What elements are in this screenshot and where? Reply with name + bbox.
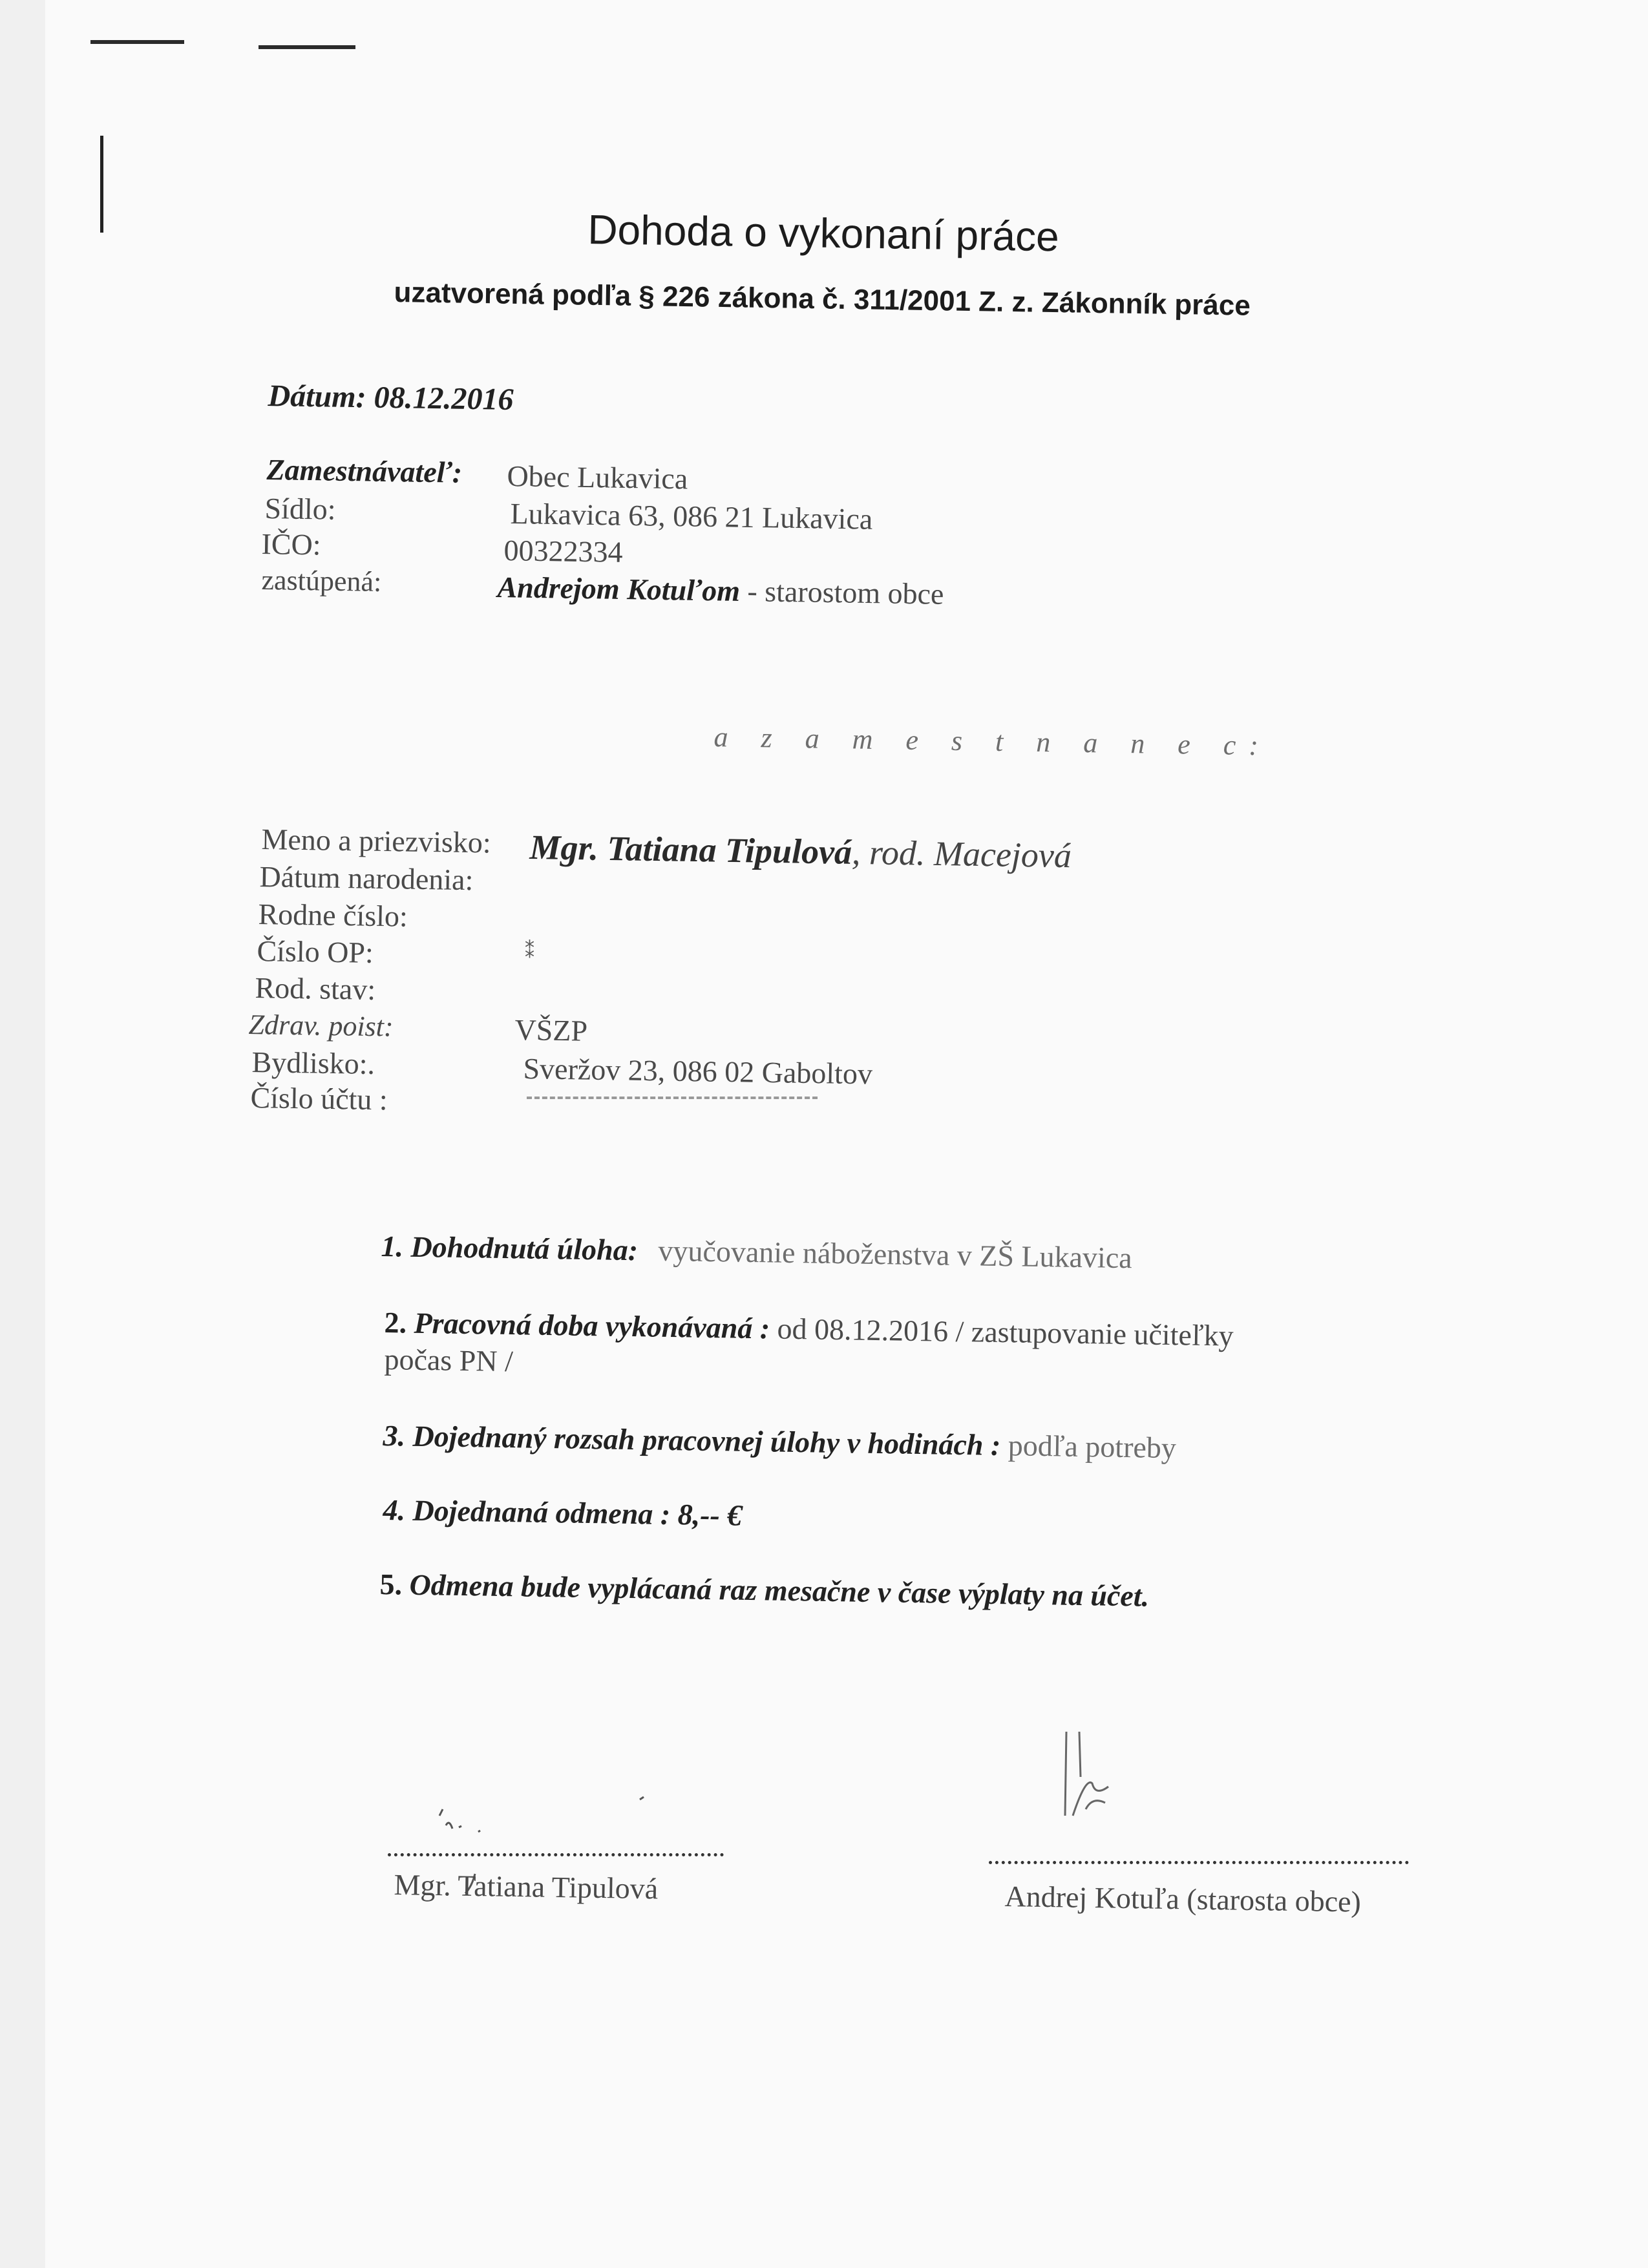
birth-number-label: Rodne číslo: [258,897,408,933]
term-3-num: 3. [383,1418,406,1453]
employee-signature-name: Mgr. Tatiana Tipulová [394,1867,659,1906]
scan-edge [0,0,45,2268]
date-row [268,378,514,417]
term-3-label: Dojednaný rozsah pracovnej úlohy v hodinách : [412,1419,1001,1462]
scan-mark [90,40,184,44]
address-value: Sveržov 23, 086 02 Gaboltov [523,1051,873,1091]
dob-label: Dátum narodenia: [259,859,474,897]
date-value: 08.12.2016 [374,380,514,417]
id-card-label: Číslo OP: [257,934,374,969]
ico-value: 00322334 [503,533,623,569]
term-5-num: 5. [379,1567,403,1601]
rep-role: - starostom obce [739,574,944,611]
term-2-num: 2. [384,1305,407,1339]
name-label: Meno a priezvisko: [261,822,492,859]
term-2-continuation: počas PN / [384,1342,514,1378]
insurance-label: Zdrav. poist: [248,1008,394,1043]
employer-label: Zamestnávateľ: [266,452,463,489]
employee-name [529,827,1072,876]
scan-mark [100,136,103,233]
employer-name: Obec Lukavica [507,459,688,496]
term-1 [381,1229,1132,1275]
term-3-value: podľa potreby [1008,1429,1177,1465]
term-5 [379,1567,1149,1613]
seat-value: Lukavica 63, 086 21 Lukavica [510,496,873,536]
term-4-num: 4. [383,1493,406,1527]
rep-name: Andrejom Kotuľom [497,570,741,607]
address-label: Bydlisko:. [251,1045,375,1080]
party-separator: a z a m e s t n a n e c: [713,720,1272,762]
date-label: Dátum: [268,378,366,415]
marital-label: Rod. stav: [255,971,376,1006]
employee-signature-line [388,1853,724,1856]
redaction-mark: ⁑ [525,941,534,962]
term-3 [383,1418,1176,1465]
term-4 [383,1493,743,1533]
employee-maiden-name: , rod. Macejová [851,832,1072,876]
employer-signature [1047,1719,1150,1848]
term-2-value: od 08.12.2016 / zastupovanie učiteľky [769,1312,1234,1352]
scan-mark [259,45,355,49]
term-1-label: Dohodnutá úloha: [410,1230,639,1267]
employer-signature-name: Andrej Kotuľa (starosta obce) [1004,1879,1362,1918]
document-subtitle: uzatvorená podľa § 226 zákona č. 311/2001 Z. z. Zákonník práce [394,277,1251,322]
representative [497,570,944,611]
term-5-label: Odmena bude vyplácaná raz mesačne v čase výplaty na účet. [409,1568,1150,1613]
term-4-label: Dojednaná odmena : 8,-- € [412,1493,743,1532]
insurance-value: VŠZP [514,1013,588,1047]
document-title: Dohoda o vykonaní práce [587,205,1060,260]
seat-label: Sídlo: [264,491,336,526]
term-2-label: Pracovná doba vykonávaná : [414,1306,770,1345]
employer-signature-line [989,1861,1409,1864]
term-1-value: vyučovanie náboženstva v ZŠ Lukavica [658,1234,1133,1275]
account-label: Číslo účtu : [250,1080,388,1117]
redacted-account [527,1097,818,1104]
rep-label: zastúpená: [261,563,382,598]
employee-name-value: Mgr. Tatiana Tipulová [529,827,852,872]
term-1-num: 1. [381,1229,404,1263]
ico-label: IČO: [261,527,321,562]
